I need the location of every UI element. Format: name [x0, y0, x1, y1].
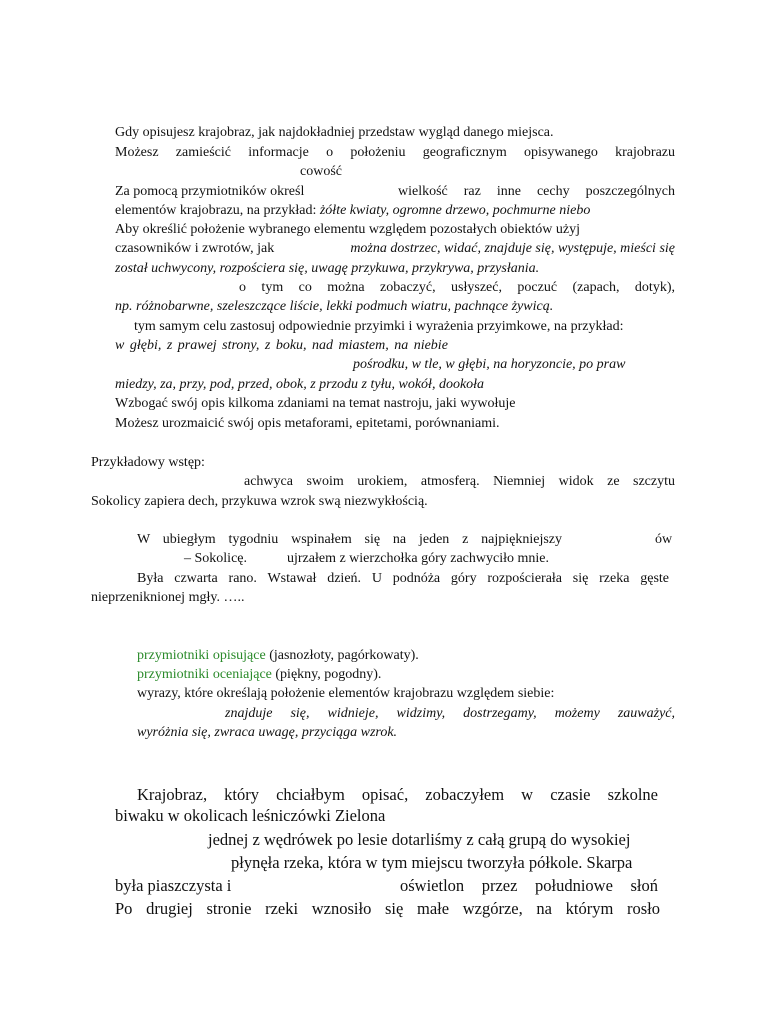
tip-line-14: miedzy, za, przy, pod, przed, obok, z przodu z tyłu, wokół, dookoła [115, 377, 485, 392]
sample-story-line-2b: ujrzałem z wierzchołka góry zachwyciło mnie. [287, 551, 549, 566]
tip-line-15: Wzbogać swój opis kilkoma zdaniami na temat nastroju, jaki wywołuje [115, 396, 516, 411]
vocab-evaluative-adjectives: przymiotniki oceniające [137, 667, 272, 682]
tip-line-9: o tym co można zobaczyć, usłyszeć, poczuć (zapach, dotyk), [239, 280, 675, 295]
tip-line-11: tym samym celu zastosuj odpowiednie przyimki i wyrażenia przyimkowe, na przykład: [134, 319, 624, 334]
essay-line-5a: była piaszczysta i [115, 876, 232, 895]
essay-line-3: jednej z wędrówek po lesie dotarliśmy z całą grupą do wysokiej [208, 830, 631, 849]
vocab-line-5: wyróżnia się, zwraca uwagę, przyciąga wzrok. [137, 725, 398, 740]
essay-line-2: biwaku w okolicach leśniczówki Zielona [115, 806, 386, 825]
tip-line-7-text: czasowników i zwrotów, jak [115, 241, 275, 256]
tip-line-6: Aby określić położenie wybranego elementu względem pozostałych obiektów użyj [115, 222, 580, 237]
tip-line-4b: wielkość raz inne cechy poszczególnych [398, 184, 675, 199]
tip-line-5-text: elementów krajobrazu, na przykład: [115, 203, 320, 218]
sample-story-line-1a: W ubiegłym tygodniu wspinałem się na jeden z najpiękniejszy [137, 532, 562, 547]
tip-line-12: w głębi, z prawej strony, z boku, nad miastem, na niebie [115, 338, 448, 353]
vocab-descriptive-adjectives: przymiotniki opisujące [137, 648, 266, 663]
tip-line-10: np. różnobarwne, szeleszczące liście, lekki podmuch wiatru, pachnące żywicą. [115, 299, 554, 314]
vocab-line-2-examples: (piękny, pogodny). [271, 667, 382, 682]
sample-story-line-2a: – Sokolicę. [184, 551, 247, 566]
vocab-line-2 [137, 666, 381, 683]
essay-line-4: płynęła rzeka, która w tym miejscu tworzyła półkole. Skarpa [231, 853, 633, 872]
sample-intro-heading: Przykładowy wstęp: [91, 455, 205, 470]
tip-line-4a: Za pomocą przymiotników określ [115, 184, 305, 199]
tip-line-8: został uchwycony, rozpościera się, uwagę przykuwa, przykrywa, przysłania. [115, 261, 540, 276]
tip-line-5 [115, 202, 590, 219]
sample-story-line-1b: ów [655, 532, 673, 547]
vocab-line-1-examples: (jasnozłoty, pagórkowaty). [265, 648, 419, 663]
vocab-line-3: wyrazy, które określają położenie elementów krajobrazu względem siebie: [137, 686, 555, 701]
tip-line-7-examples: można dostrzec, widać, znajduje się, występuje, mieści się [350, 241, 675, 256]
tip-line-5-examples: żółte kwiaty, ogromne drzewo, pochmurne niebo [319, 203, 591, 218]
tip-line-1: Gdy opisujesz krajobraz, jak najdokładniej przedstaw wygląd danego miejsca. [115, 125, 554, 140]
tip-line-16: Możesz urozmaicić swój opis metaforami, epitetami, porównaniami. [115, 416, 500, 431]
sample-story-line-3: Była czwarta rano. Wstawał dzień. U podnóża góry rozpościerała się rzeka gęste [137, 571, 669, 586]
sample-intro-line-1: achwyca swoim urokiem, atmosferą. Niemniej widok ze szczytu [244, 474, 675, 489]
vocab-line-4: znajduje się, widnieje, widzimy, dostrzegamy, możemy zauważyć, [225, 706, 675, 721]
essay-line-1: Krajobraz, który chciałbym opisać, zobaczyłem w czasie szkolne [137, 785, 658, 804]
sample-story-line-4: nieprzeniknionej mgły. ….. [91, 590, 245, 605]
tip-line-7 [115, 240, 675, 257]
essay-line-6: Po drugiej stronie rzeki wznosiło się małe wzgórze, na którym rosło [115, 899, 660, 918]
tip-line-3: cowość [300, 164, 342, 179]
vocab-line-1 [137, 647, 419, 664]
tip-line-13: pośrodku, w tle, w głębi, na horyzoncie, po praw [353, 357, 626, 372]
tip-line-2: Możesz zamieścić informacje o położeniu geograficznym opisywanego krajobrazu [115, 145, 675, 160]
sample-intro-line-2: Sokolicy zapiera dech, przykuwa wzrok swą niezwykłością. [91, 494, 428, 509]
essay-line-5b: oświetlon przez południowe słoń [400, 876, 658, 895]
